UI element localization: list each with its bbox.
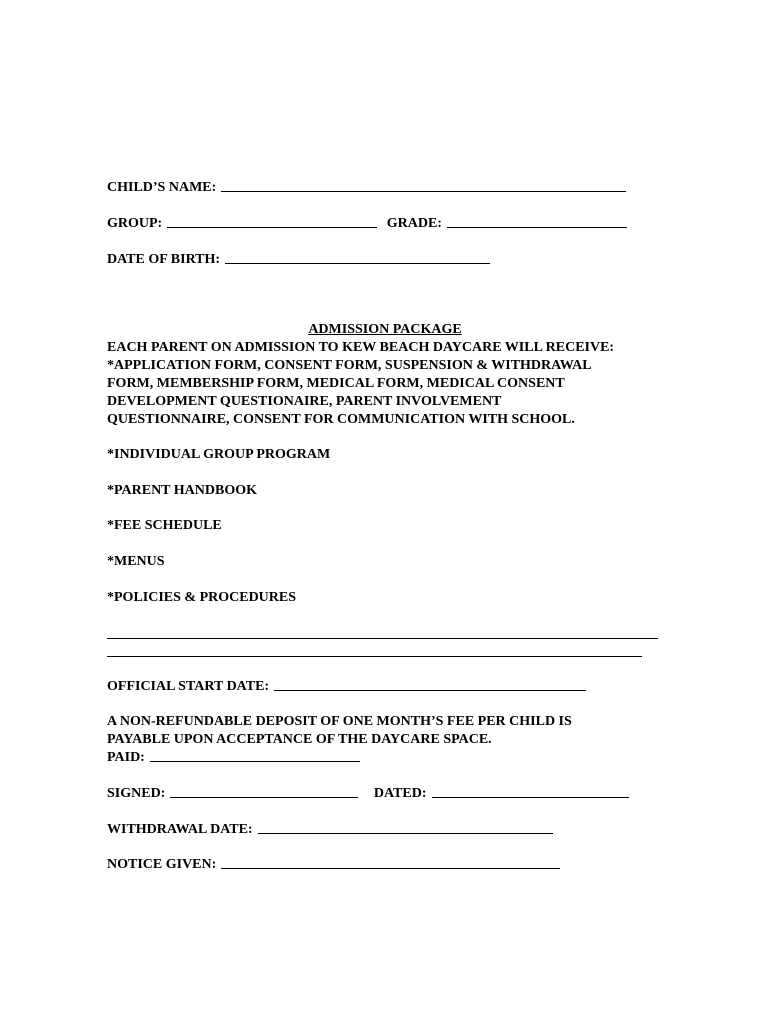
admission-line: *APPLICATION FORM, CONSENT FORM, SUSPENSION & WITHDRAWAL [107,358,592,373]
signed-blank[interactable] [170,797,358,798]
separator-rule [107,656,642,657]
notice-given-label: NOTICE GIVEN: [107,857,217,872]
paid-row [107,749,360,767]
admission-line: EACH PARENT ON ADMISSION TO KEW BEACH DAYCARE WILL RECEIVE: [107,340,615,355]
signed-label: SIGNED: [107,786,166,801]
paid-label: PAID: [107,750,145,765]
package-item: *MENUS [107,554,165,569]
childs-name-blank[interactable] [221,191,626,192]
withdrawal-date-row [107,821,553,839]
admission-line: QUESTIONNAIRE, CONSENT FOR COMMUNICATION WITH SCHOOL. [107,412,575,427]
withdrawal-date-blank[interactable] [258,833,553,834]
package-item: *FEE SCHEDULE [107,518,222,533]
admission-paragraph [107,339,677,429]
withdrawal-date-label: WITHDRAWAL DATE: [107,822,253,837]
admission-package-heading: ADMISSION PACKAGE [308,322,462,337]
package-item: *PARENT HANDBOOK [107,483,257,498]
official-start-date-label: OFFICIAL START DATE: [107,679,270,694]
date-of-birth-label: DATE OF BIRTH: [107,252,221,267]
dated-label: DATED: [373,786,427,801]
group-label: GROUP: [107,216,163,231]
notice-given-blank[interactable] [221,868,560,869]
official-start-date-blank[interactable] [274,690,586,691]
childs-name-row [107,179,626,197]
group-blank[interactable] [167,227,377,228]
deposit-line: A NON-REFUNDABLE DEPOSIT OF ONE MONTH’S FEE PER CHILD IS [107,714,572,729]
official-start-date-row [107,678,586,696]
deposit-line: PAYABLE UPON ACCEPTANCE OF THE DAYCARE SPACE. [107,732,492,747]
package-item: *INDIVIDUAL GROUP PROGRAM [107,447,331,462]
date-of-birth-blank[interactable] [225,263,490,264]
admission-line: DEVELOPMENT QUESTIONAIRE, PARENT INVOLVEMENT [107,394,502,409]
grade-label: GRADE: [386,216,442,231]
date-of-birth-row [107,251,490,269]
notice-given-row [107,856,560,874]
group-grade-row [107,215,627,233]
package-item: *POLICIES & PROCEDURES [107,590,297,605]
grade-blank[interactable] [447,227,627,228]
paid-blank[interactable] [150,761,360,762]
dated-blank[interactable] [432,797,629,798]
admission-line: FORM, MEMBERSHIP FORM, MEDICAL FORM, MEDICAL CONSENT [107,376,565,391]
signed-dated-row [107,785,629,803]
separator-rule [107,638,658,639]
childs-name-label: CHILD’S NAME: [107,180,217,195]
